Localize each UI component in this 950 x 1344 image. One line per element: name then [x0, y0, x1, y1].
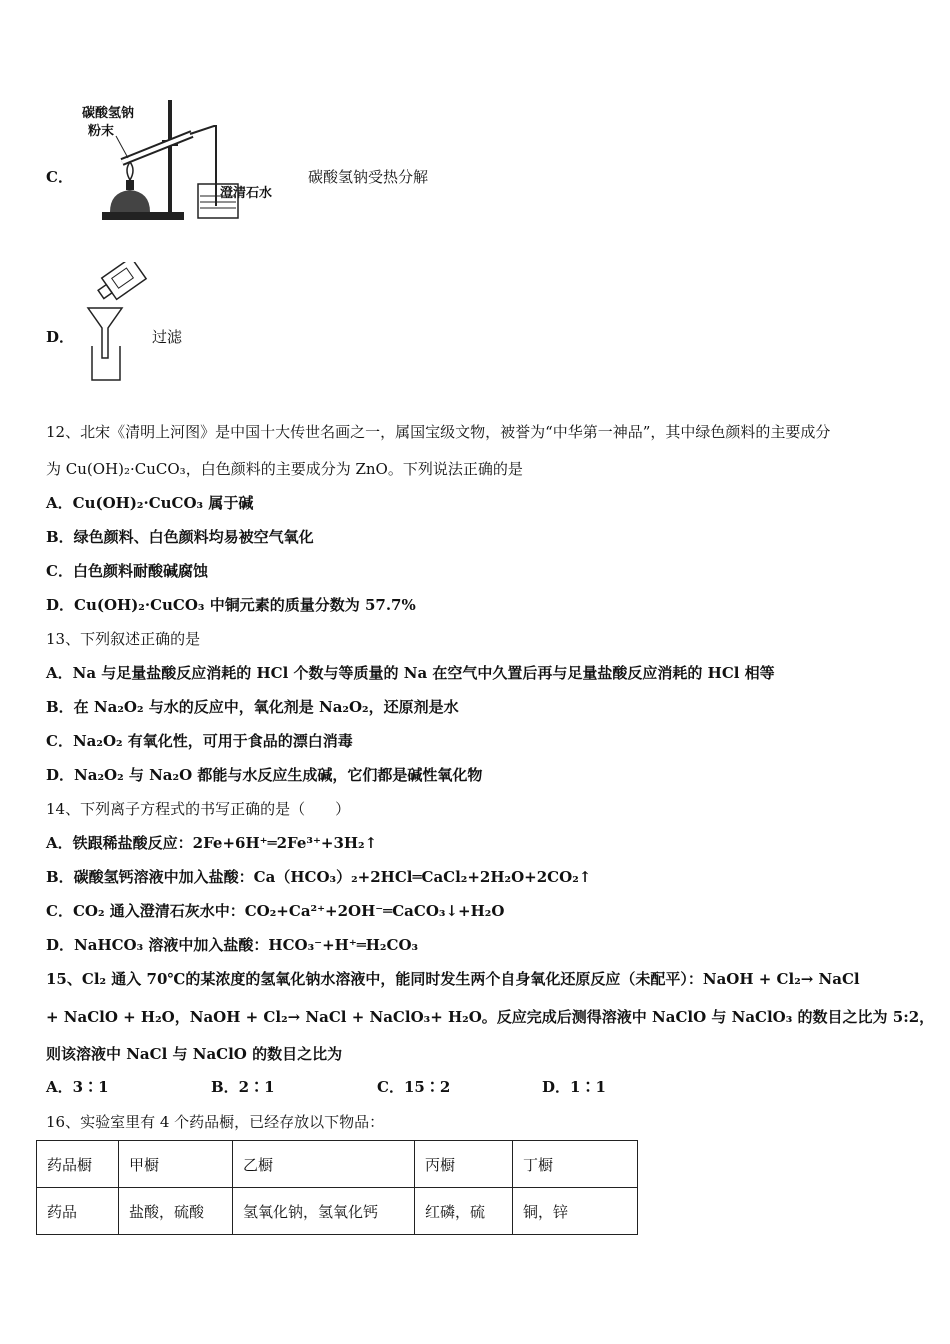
- table-cell: 盐酸，硫酸: [119, 1188, 233, 1235]
- q15-option-a: A．3∶1: [46, 1078, 109, 1096]
- table-cell: 氢氧化钠，氢氧化钙: [233, 1188, 415, 1235]
- table-header-cell: 药品橱: [37, 1141, 119, 1188]
- q12-option-c: C．白色颜料耐酸碱腐蚀: [46, 562, 208, 580]
- q13-option-c: C．Na₂O₂ 有氧化性，可用于食品的漂白消毒: [46, 732, 353, 750]
- q15-stem-line3: 则该溶液中 NaCl 与 NaClO 的数目之比为: [46, 1045, 343, 1063]
- q16-stem: 16、实验室里有 4 个药品橱，已经存放以下物品：: [46, 1113, 385, 1131]
- q14-option-c: C．CO₂ 通入澄清石灰水中：CO₂+Ca²⁺+2OH⁻═CaCO₃↓+H₂O: [46, 902, 505, 920]
- q12-option-b: B．绿色颜料、白色颜料均易被空气氧化: [46, 528, 314, 546]
- q15-options: [46, 1076, 746, 1098]
- filtration-apparatus-icon: [84, 262, 154, 384]
- q15-option-c: C．15∶2: [377, 1078, 451, 1096]
- q13-option-a: A．Na 与足量盐酸反应消耗的 HCl 个数与等质量的 Na 在空气中久置后再与足量盐酸反应消耗的 HCl 相等: [46, 664, 775, 682]
- table-cell: 红磷，硫: [415, 1188, 513, 1235]
- table-header-cell: 乙橱: [233, 1141, 415, 1188]
- q12-option-a: A．Cu(OH)₂·CuCO₃ 属于碱: [46, 494, 254, 512]
- option-c-label: C．: [46, 168, 73, 186]
- q14-option-b: B．碳酸氢钙溶液中加入盐酸：Ca（HCO₃）₂+2HCl═CaCl₂+2H₂O+2CO₂↑: [46, 868, 592, 886]
- option-d-caption: 过滤: [152, 328, 183, 346]
- heating-apparatus-icon: [72, 96, 312, 226]
- heating-apparatus-figure: [72, 96, 312, 226]
- cabinet-table: [36, 1140, 638, 1235]
- option-c-caption: 碳酸氢钠受热分解: [308, 168, 429, 186]
- q12-stem-line2: 为 Cu(OH)₂·CuCO₃，白色颜料的主要成分为 ZnO。下列说法正确的是: [46, 460, 523, 478]
- option-d-label: D．: [46, 328, 75, 346]
- powder-label-line1: 碳酸氢钠: [82, 106, 135, 121]
- q13-stem: 13、下列叙述正确的是: [46, 630, 201, 648]
- q12-stem-line1: 12、北宋《清明上河图》是中国十大传世名画之一，属国宝级文物，被誉为“中华第一神品”，其中绿色颜料的主要成分: [46, 423, 831, 441]
- q14-option-d: D．NaHCO₃ 溶液中加入盐酸：HCO₃⁻+H⁺═H₂CO₃: [46, 936, 419, 954]
- q13-option-b: B．在 Na₂O₂ 与水的反应中，氧化剂是 Na₂O₂，还原剂是水: [46, 698, 459, 716]
- q12-option-d: D．Cu(OH)₂·CuCO₃ 中铜元素的质量分数为 57.7%: [46, 596, 416, 614]
- q15-option-d: D．1∶1: [542, 1078, 606, 1096]
- table-header-row: [37, 1141, 638, 1188]
- table-cell: 铜，锌: [513, 1188, 638, 1235]
- q15-stem-line1: 15、Cl₂ 通入 70℃的某浓度的氢氧化钠水溶液中，能同时发生两个自身氧化还原反应（未配平）：NaOH + Cl₂→ NaCl: [46, 970, 860, 988]
- q13-option-d: D．Na₂O₂ 与 Na₂O 都能与水反应生成碱，它们都是碱性氧化物: [46, 766, 483, 784]
- table-header-cell: 甲橱: [119, 1141, 233, 1188]
- table-cell: 药品: [37, 1188, 119, 1235]
- q14-stem: 14、下列离子方程式的书写正确的是（ ）: [46, 800, 351, 818]
- table-header-cell: 丁橱: [513, 1141, 638, 1188]
- q14-option-a: A．铁跟稀盐酸反应：2Fe+6H⁺═2Fe³⁺+3H₂↑: [46, 834, 378, 852]
- limewater-label: 澄清石水: [220, 186, 273, 201]
- q15-option-b: B．2∶1: [211, 1078, 275, 1096]
- q15-stem-line2: + NaClO + H₂O，NaOH + Cl₂→ NaCl + NaClO₃+ H₂O。反应完成后测得溶液中 NaClO 与 NaClO₃ 的数目之比为 5:2，: [46, 1008, 935, 1026]
- powder-label-line2: 粉末: [88, 124, 115, 139]
- table-row: [37, 1188, 638, 1235]
- table-header-cell: 丙橱: [415, 1141, 513, 1188]
